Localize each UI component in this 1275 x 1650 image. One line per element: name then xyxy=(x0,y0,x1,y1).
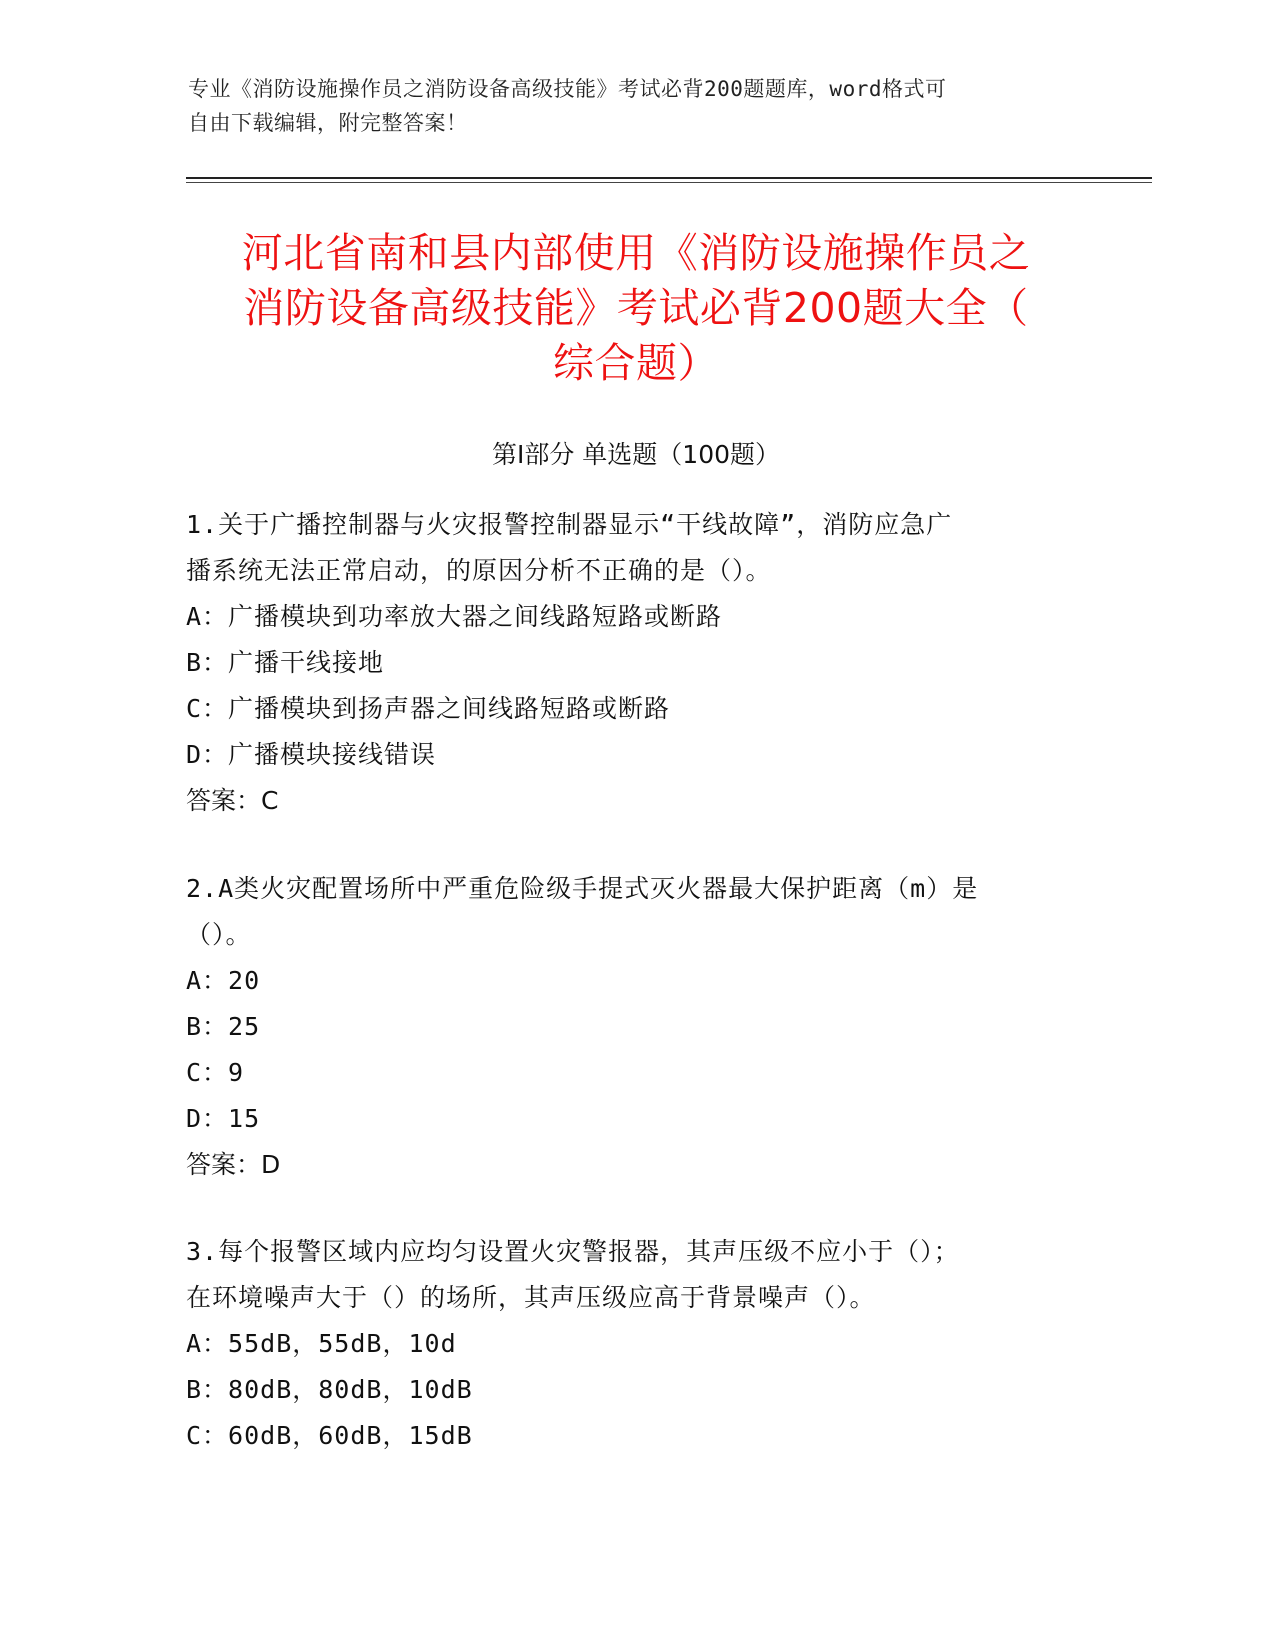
question-2 xyxy=(186,866,1076,1188)
question-2-option-a: A：20 xyxy=(186,966,261,995)
question-3-option-b: B：80dB，80dB，10dB xyxy=(186,1375,473,1404)
question-2-stem-line2: （）。 xyxy=(186,920,252,949)
question-1-stem-line2: 播系统无法正常启动，的原因分析不正确的是（）。 xyxy=(186,556,772,585)
document-title xyxy=(196,226,1076,391)
header-note xyxy=(188,72,1068,140)
question-3-stem-line1: 3.每个报警区域内应均匀设置火灾警报器，其声压级不应小于（）； xyxy=(186,1237,960,1266)
title-line3: 综合题） xyxy=(553,339,719,387)
question-3 xyxy=(186,1229,1076,1459)
question-1-option-a: A：广播模块到功率放大器之间线路短路或断路 xyxy=(186,602,723,631)
question-2-option-c: C：9 xyxy=(186,1058,245,1087)
question-2-answer: 答案：D xyxy=(186,1150,281,1179)
question-2-option-b: B：25 xyxy=(186,1012,261,1041)
header-note-line2: 自由下载编辑，附完整答案！ xyxy=(188,111,468,135)
header-rule-thick xyxy=(186,177,1152,179)
question-2-option-d: D：15 xyxy=(186,1104,261,1133)
question-1-option-b: B：广播干线接地 xyxy=(186,648,385,677)
question-1 xyxy=(186,502,1076,824)
title-line2: 消防设备高级技能》考试必背200题大全（ xyxy=(243,284,1029,332)
section-title: 第Ⅰ部分 单选题（100题） xyxy=(491,440,781,469)
header-note-line1: 专业《消防设施操作员之消防设备高级技能》考试必背200题题库，word格式可 xyxy=(188,77,947,101)
question-1-answer: 答案：C xyxy=(186,786,279,815)
question-1-option-d: D：广播模块接线错误 xyxy=(186,740,437,769)
question-3-option-a: A：55dB，55dB，10d xyxy=(186,1329,457,1358)
question-3-option-c: C：60dB，60dB，15dB xyxy=(186,1421,473,1450)
header-rule-thin xyxy=(186,182,1152,183)
question-2-stem-line1: 2.A类火灾配置场所中严重危险级手提式灭火器最大保护距离（m）是 xyxy=(186,874,979,903)
question-1-option-c: C：广播模块到扬声器之间线路短路或断路 xyxy=(186,694,671,723)
title-line1: 河北省南和县内部使用《消防设施操作员之 xyxy=(241,229,1031,277)
question-1-stem-line1: 1.关于广播控制器与火灾报警控制器显示“干线故障”，消防应急广 xyxy=(186,510,953,539)
question-3-stem-line2: 在环境噪声大于（）的场所，其声压级应高于背景噪声（）。 xyxy=(186,1283,876,1312)
